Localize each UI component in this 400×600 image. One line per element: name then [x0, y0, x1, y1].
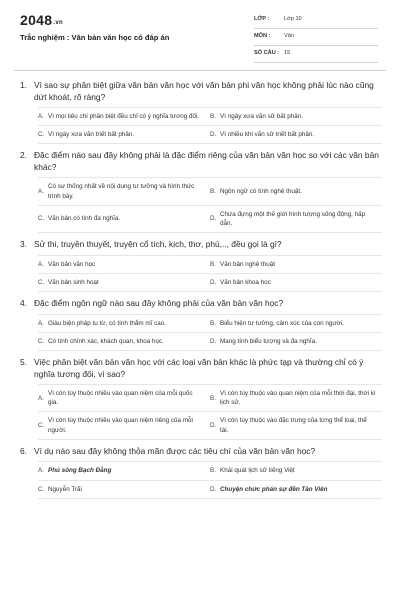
meta-row [254, 48, 378, 63]
question-body: Vì sao sự phân biệt giữa văn bản văn học với văn bản phi văn học không phải lúc nào cũng dứt khoát, rõ ràng? [34, 80, 374, 102]
answer-option-d[interactable] [210, 274, 382, 291]
option-label: C. [38, 278, 45, 286]
answer-option-b[interactable] [210, 385, 382, 411]
answer-option-a[interactable] [38, 108, 210, 125]
option-text: Vì còn tùy thuộc vào đặc trưng của từng thể loại, thể tài. [220, 417, 367, 434]
answer-option-c[interactable] [38, 126, 210, 143]
answer-options [38, 107, 382, 144]
option-label: A. [38, 188, 44, 195]
question-number: 4. [20, 298, 27, 309]
answer-option-d[interactable] [210, 126, 382, 143]
question-body: Đặc điểm nào sau đây không phải là đặc điểm riêng của văn bản văn học so với các văn bản khác? [34, 150, 379, 172]
option-label: B. [210, 260, 216, 268]
option-text: Văn bản sinh hoạt [48, 278, 99, 286]
option-text: Vì còn tùy thuộc nhiều vào quan niệm của mỗi quốc gia. [48, 390, 193, 407]
option-text: Vì nhiều khi văn sử triết bất phân. [220, 131, 315, 139]
option-label: A. [38, 319, 44, 327]
question-body: Việc phân biệt văn bản văn học với các loại văn bản khác là phức tạp và thường chỉ có ý nghĩa tương đối, vì sao? [34, 357, 364, 379]
meta-row [254, 14, 378, 29]
option-text: Chứa đựng một thế giới hình tượng sống động, hấp dẫn. [220, 210, 366, 228]
answer-option-b[interactable] [210, 256, 382, 273]
question-number: 6. [20, 445, 27, 456]
option-label: D. [210, 131, 217, 139]
option-label: A. [38, 467, 44, 475]
option-text: Văn bản có tính đa nghĩa. [48, 215, 121, 223]
option-label: C. [38, 422, 45, 430]
answer-row [38, 108, 382, 126]
meta-value: 15 [284, 50, 291, 56]
answer-row [38, 481, 382, 499]
answer-option-b[interactable] [210, 183, 382, 200]
answer-option-b[interactable] [210, 315, 382, 332]
answer-options [38, 177, 382, 233]
question-item [20, 150, 382, 233]
answer-option-d[interactable] [210, 481, 382, 498]
answer-options [38, 255, 382, 292]
answer-option-c[interactable] [38, 274, 210, 291]
meta-key: MÔN : [254, 33, 271, 39]
option-text: Văn bản văn học [48, 260, 96, 268]
option-text: Vì ngày xưa văn sử bất phân. [220, 113, 303, 120]
answer-option-b[interactable] [210, 462, 382, 479]
page-title: Trắc nghiệm : Văn bản văn học có đáp án [20, 33, 170, 42]
question-number: 3. [20, 239, 27, 250]
option-label: D. [210, 278, 217, 286]
option-label: A. [38, 394, 44, 402]
answer-row [38, 412, 382, 439]
option-label: C. [38, 215, 45, 223]
option-text: Giàu biện pháp tu từ, có tính thẩm mĩ cao. [48, 319, 166, 327]
answer-row [38, 178, 382, 205]
answer-option-c[interactable] [38, 210, 210, 227]
option-label: A. [38, 113, 44, 120]
option-label: C. [38, 131, 45, 139]
answer-options [38, 461, 382, 498]
answer-option-a[interactable] [38, 462, 210, 479]
question-number: 5. [20, 357, 27, 368]
question-body: Đặc điểm ngôn ngữ nào sau đây không phải của văn bản văn học? [34, 298, 284, 309]
option-text: Vì mọi tiêu chí phân biệt đều chỉ có ý nghĩa tương đối. [48, 113, 200, 120]
answer-option-c[interactable] [38, 412, 210, 438]
option-label: D. [210, 485, 217, 493]
option-text: Có tính chính xác, khách quan, khoa học. [48, 337, 164, 345]
answer-options [38, 384, 382, 440]
answer-options [38, 314, 382, 351]
answer-option-a[interactable] [38, 315, 210, 332]
logo-text: 2048 [20, 12, 53, 28]
option-text: Có sự thống nhất về nội dung tư tưởng và hình thức trình bày. [48, 183, 195, 200]
answer-option-d[interactable] [210, 333, 382, 350]
option-label: B. [210, 113, 216, 120]
logo-suffix: .vn [53, 20, 63, 26]
option-label: B. [210, 319, 216, 327]
option-text: Phú sông Bạch Đằng [48, 467, 112, 475]
meta-key: SỐ CÂU : [254, 50, 280, 56]
meta-key: LỚP : [254, 16, 270, 22]
site-logo[interactable] [20, 12, 63, 28]
option-text: Khái quát lịch sử tiếng Việt [220, 467, 295, 475]
option-label: D. [210, 215, 217, 223]
answer-option-c[interactable] [38, 333, 210, 350]
quiz-meta [254, 14, 378, 65]
meta-value: Văn [284, 33, 294, 39]
option-text: Chuyện chức phán sự đền Tản Viên [220, 485, 328, 493]
option-label: B. [210, 467, 216, 475]
question-item [20, 357, 382, 440]
meta-value: Lớp 10 [284, 16, 302, 22]
answer-row [38, 206, 382, 233]
question-item [20, 298, 382, 351]
answer-row [38, 385, 382, 412]
question-item [20, 446, 382, 499]
option-label: D. [210, 422, 217, 430]
option-text: Vì ngày xưa văn triết bất phân. [48, 131, 135, 139]
answer-option-c[interactable] [38, 481, 210, 498]
option-label: D. [210, 337, 217, 345]
option-text: Biểu hiện tư tưởng, cảm xúc của con người. [220, 319, 344, 327]
question-text [20, 446, 382, 458]
option-text: Văn bản nghệ thuật [220, 260, 275, 268]
option-text: Ngôn ngữ có tính nghệ thuật. [220, 188, 302, 195]
answer-row [38, 126, 382, 144]
question-item [20, 80, 382, 144]
question-text [20, 150, 382, 173]
question-body: Sử thi, truyền thuyết, truyện cổ tích, kịch, thơ, phú,.., đều gọi là gì? [34, 239, 282, 250]
answer-option-b[interactable] [210, 108, 382, 125]
question-number: 2. [20, 150, 27, 161]
answer-option-a[interactable] [38, 178, 210, 204]
option-label: C. [38, 337, 45, 345]
answer-row [38, 333, 382, 351]
question-item [20, 239, 382, 292]
question-text [20, 239, 382, 251]
option-text: Vì còn tùy thuộc nhiều vào quan niệm riêng của mỗi người. [48, 417, 193, 434]
option-text: Văn bản khoa học [220, 278, 271, 286]
option-text: Nguyễn Trãi [48, 485, 82, 493]
option-label: B. [210, 188, 216, 195]
meta-row [254, 31, 378, 46]
answer-row [38, 256, 382, 274]
header-divider [14, 70, 386, 71]
answer-row [38, 315, 382, 333]
question-body: Ví dụ nào sau đây không thỏa mãn được các tiêu chí của văn bản văn học? [34, 445, 316, 456]
option-text: Mang tính biểu tượng và đa nghĩa. [220, 337, 317, 345]
question-text [20, 80, 382, 103]
answer-option-d[interactable] [210, 206, 382, 232]
option-label: B. [210, 394, 216, 402]
question-list [20, 80, 382, 505]
option-label: A. [38, 260, 44, 268]
question-text [20, 357, 382, 380]
answer-option-d[interactable] [210, 412, 382, 438]
header [0, 0, 400, 66]
answer-row [38, 274, 382, 292]
question-number: 1. [20, 80, 27, 90]
option-text: Vì còn tùy thuộc vào quan niệm của mỗi thời đại, thời kì lịch sử. [220, 390, 376, 407]
answer-row [38, 462, 382, 480]
answer-option-a[interactable] [38, 385, 210, 411]
option-label: C. [38, 485, 45, 493]
answer-option-a[interactable] [38, 256, 210, 273]
question-text [20, 298, 382, 310]
